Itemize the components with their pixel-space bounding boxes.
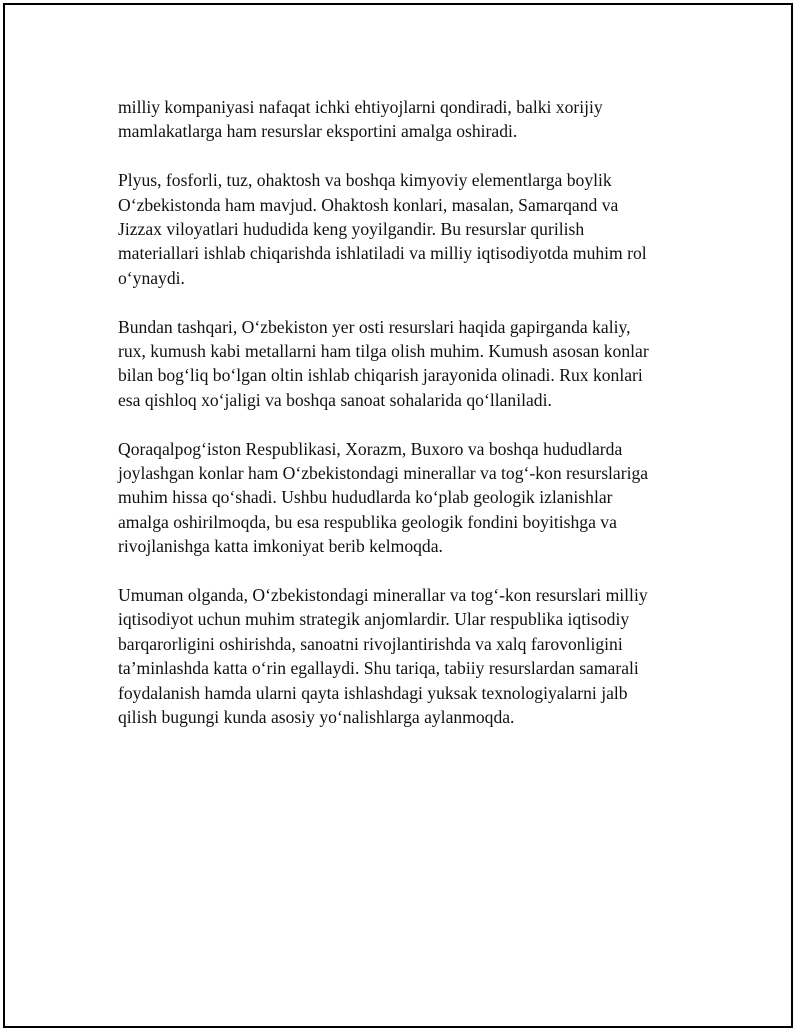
- text-line: Jizzax viloyatlari hududida keng yoyilgandir. Bu resurslar qurilish: [118, 219, 585, 240]
- paragraph-2: [118, 168, 698, 290]
- text-line: muhim hissa qo‘shadi. Ushbu hududlarda ko‘plab geologik izlanishlar: [118, 487, 613, 508]
- text-line: milliy kompaniyasi nafaqat ichki ehtiyojlarni qondiradi, balki xorijiy: [118, 97, 603, 117]
- text-line: rivojlanishga katta imkoniyat berib kelmoqda.: [118, 536, 443, 557]
- text-line: qilish bugungi kunda asosiy yo‘nalishlarga aylanmoqda.: [118, 707, 515, 728]
- paragraph-1: [118, 95, 698, 144]
- text-line: rux, kumush kabi metallarni ham tilga olish muhim. Kumush asosan konlar: [118, 341, 649, 362]
- text-line: Bundan tashqari, O‘zbekiston yer osti resurslari haqida gapirganda kaliy,: [118, 316, 631, 337]
- text-line: o‘ynaydi.: [118, 267, 185, 288]
- text-line: Qoraqalpog‘iston Respublikasi, Xorazm, Buxoro va boshqa hududlarda: [118, 438, 623, 459]
- text-line: iqtisodiyot uchun muhim strategik anjomlardir. Ular respublika iqtisodiy: [118, 609, 630, 630]
- text-line: joylashgan konlar ham O‘zbekistondagi minerallar va tog‘-kon resurslariga: [118, 463, 649, 484]
- text-line: barqarorligini oshirishda, sanoatni rivojlantirishda va xalq farovonligini: [118, 633, 623, 654]
- paragraph-5: [118, 583, 698, 729]
- text-line: esa qishloq xo‘jaligi va boshqa sanoat sohalarida qo‘llaniladi.: [118, 389, 552, 410]
- text-line: mamlakatlarga ham resurslar eksportini amalga oshiradi.: [118, 121, 518, 142]
- text-line: Plyus, fosforli, tuz, ohaktosh va boshqa kimyoviy elementlarga boylik: [118, 170, 612, 191]
- text-line: materiallari ishlab chiqarishda ishlatiladi va milliy iqtisodiyotda muhim rol: [118, 243, 647, 264]
- paragraph-4: [118, 437, 698, 559]
- text-line: O‘zbekistonda ham mavjud. Ohaktosh konlari, masalan, Samarqand va: [118, 194, 619, 215]
- text-line: foydalanish hamda ularni qayta ishlashdagi yuksak texnologiyalarni jalb: [118, 682, 628, 703]
- text-line: bilan bog‘liq bo‘lgan oltin ishlab chiqarish jarayonida olinadi. Rux konlari: [118, 365, 643, 386]
- text-line: ta’minlashda katta o‘rin egallaydi. Shu tariqa, tabiiy resurslardan samarali: [118, 658, 639, 679]
- text-line: Umuman olganda, O‘zbekistondagi minerallar va tog‘-kon resurslari milliy: [118, 585, 648, 606]
- document-body: [118, 95, 698, 754]
- document-page: [3, 3, 793, 1028]
- paragraph-3: [118, 315, 698, 413]
- text-line: amalga oshirilmoqda, bu esa respublika geologik fondini boyitishga va: [118, 511, 617, 532]
